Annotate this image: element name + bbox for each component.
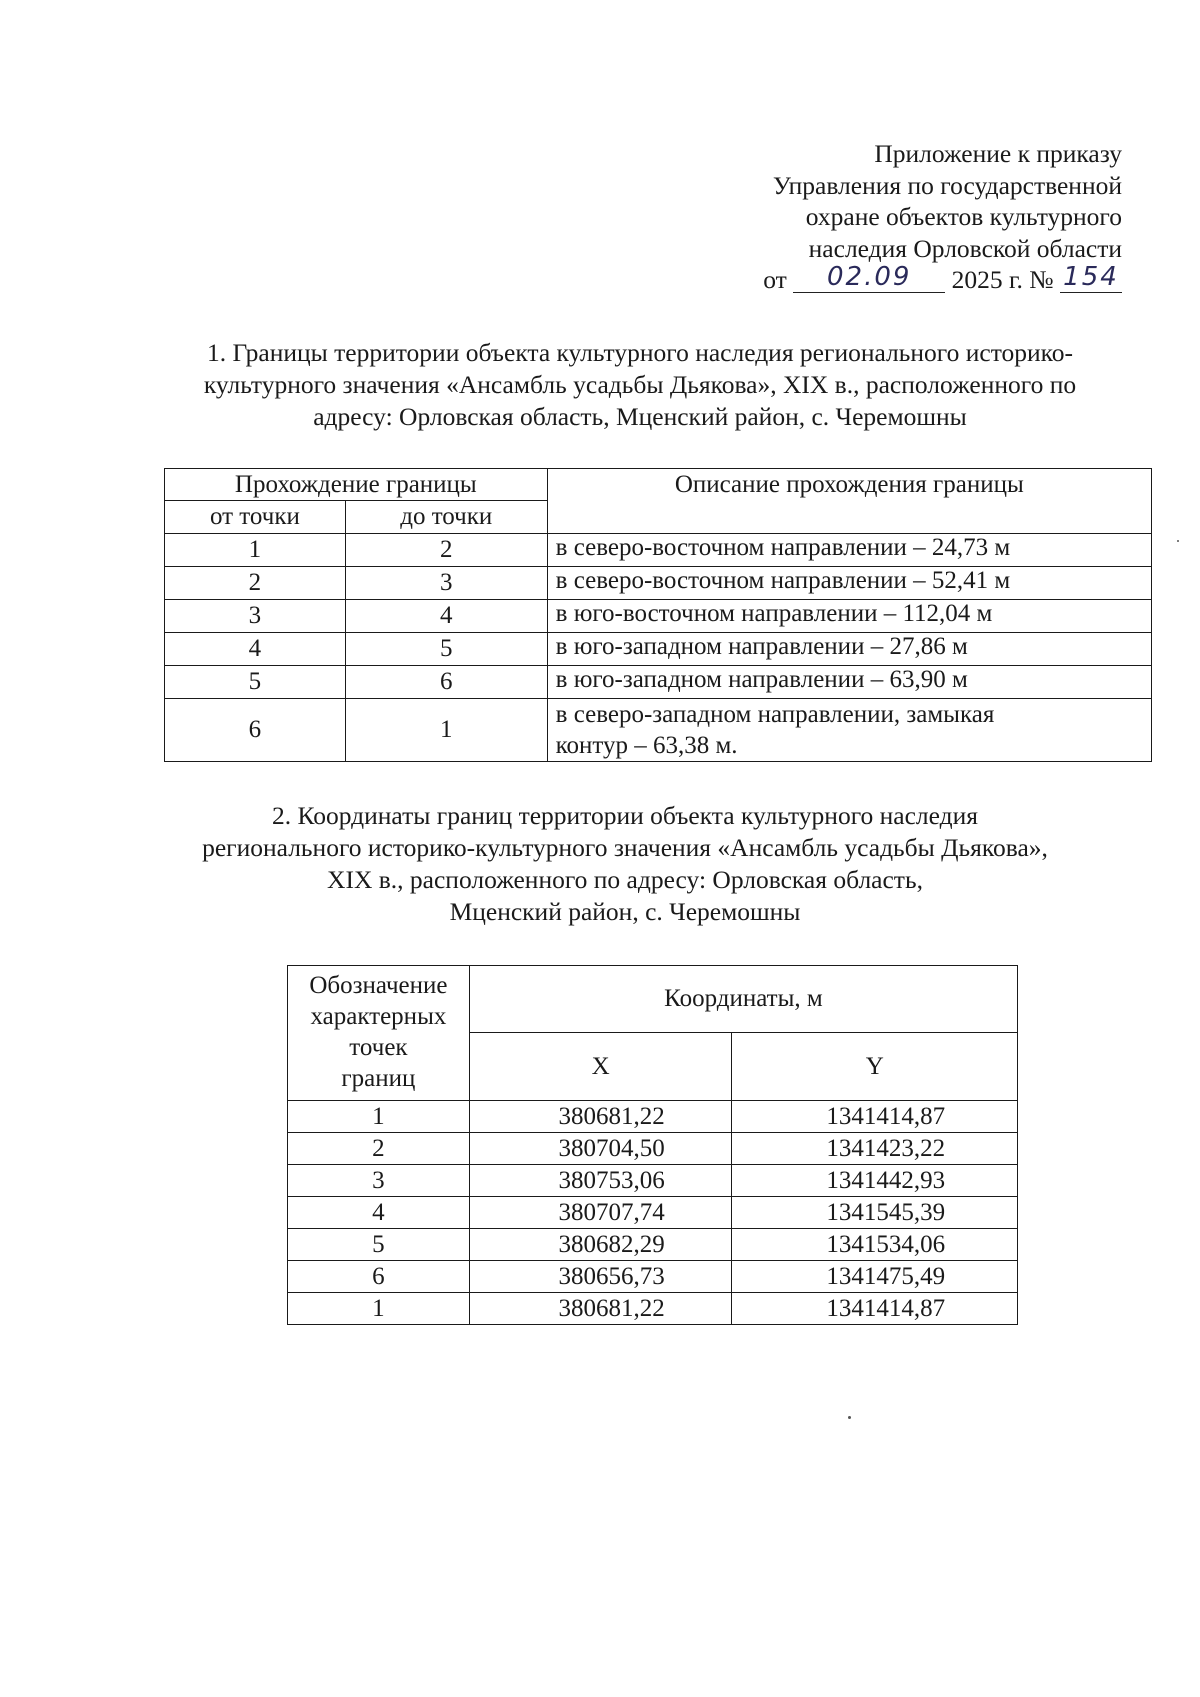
cell-to: 6 [345,666,547,699]
header-point-line: границ [341,1065,416,1092]
scan-speck [1177,540,1179,542]
approval-block [562,138,1122,296]
cell-x: 380704,50 [469,1133,732,1165]
table-row [165,699,1152,762]
cell-point: 1 [288,1101,470,1133]
date-blank [793,264,945,293]
cell-point: 1 [288,1293,470,1325]
header-point-line: Обозначение [309,972,448,999]
cell-y: 1341414,87 [732,1101,1018,1133]
cell-point: 6 [288,1261,470,1293]
table-row [288,1293,1018,1325]
cell-y: 1341442,93 [732,1165,1018,1197]
cell-x: 380707,74 [469,1197,732,1229]
cell-y: 1341534,06 [732,1229,1018,1261]
cell-to: 4 [345,600,547,633]
cell-from: 5 [165,666,346,699]
cell-from: 2 [165,567,346,600]
cell-to: 3 [345,567,547,600]
description-line: контур – 63,38 м. [555,732,738,759]
cell-to: 1 [345,699,547,762]
approval-line-2: Управления по государственной [772,170,1122,200]
table-row [288,1101,1018,1133]
cell-description: в юго-восточном направлении – 112,04 м [547,600,1151,633]
boundary-table [164,468,1152,762]
cell-point: 2 [288,1133,470,1165]
cell-x: 380656,73 [469,1261,732,1293]
cell-from: 1 [165,534,346,567]
cell-point: 4 [288,1197,470,1229]
section2-heading [150,800,1100,928]
table-row [165,567,1152,600]
header-coordinates: Координаты, м [469,966,1017,1033]
approval-line-4: наследия Орловской области [808,233,1122,263]
header-x: X [469,1033,732,1101]
table-row [165,666,1152,699]
year-text: 2025 г. № [951,265,1054,294]
header-point-line: характерных [310,1003,447,1030]
section2-heading-line: 2. Координаты границ территории объекта культурного наследия [272,801,978,830]
approval-date-line [562,264,1122,296]
cell-y: 1341414,87 [732,1293,1018,1325]
number-blank [1060,264,1122,293]
cell-description: в северо-восточном направлении – 52,41 м [547,567,1151,600]
header-description: Описание прохождения границы [547,469,1151,534]
cell-point: 5 [288,1229,470,1261]
handwritten-date: 02.09 [826,262,912,292]
cell-to: 5 [345,633,547,666]
table-row [165,534,1152,567]
cell-to: 2 [345,534,547,567]
cell-from: 3 [165,600,346,633]
handwritten-number: 154 [1063,262,1119,292]
description-line: в северо-западном направлении, замыкая [555,701,995,728]
table-row [165,600,1152,633]
scan-speck [848,1416,851,1419]
table-row [288,1165,1018,1197]
table-header-row [165,469,1152,501]
approval-line-1: Приложение к приказу [874,139,1122,168]
cell-x: 380681,22 [469,1101,732,1133]
cell-description: в юго-западном направлении – 63,90 м [547,666,1151,699]
cell-x: 380682,29 [469,1229,732,1261]
table-row [288,1261,1018,1293]
section1-heading [160,337,1120,433]
cell-from: 6 [165,699,346,762]
cell-y: 1341545,39 [732,1197,1018,1229]
table-row [288,1229,1018,1261]
table-header-row [288,966,1018,1033]
cell-x: 380681,22 [469,1293,732,1325]
cell-description [547,699,1151,762]
section1-heading-line: 1. Границы территории объекта культурного наследия регионального историко- [206,338,1073,367]
header-to: до точки [345,501,547,534]
header-y: Y [732,1033,1018,1101]
cell-y: 1341475,49 [732,1261,1018,1293]
section1-heading-line: адресу: Орловская область, Мценский район, с. Черемошны [313,402,967,431]
cell-y: 1341423,22 [732,1133,1018,1165]
approval-line-3: охране объектов культурного [805,202,1122,231]
cell-from: 4 [165,633,346,666]
header-point [288,966,470,1101]
cell-point: 3 [288,1165,470,1197]
cell-description: в северо-восточном направлении – 24,73 м [547,534,1151,567]
cell-x: 380753,06 [469,1165,732,1197]
section1-heading-line: культурного значения «Ансамбль усадьбы Дьякова», XIX в., расположенного по [203,370,1077,399]
header-passage: Прохождение границы [165,469,548,501]
table-row [288,1133,1018,1165]
coordinates-table [287,965,1018,1325]
section2-heading-line: Мценский район, с. Черемошны [449,897,801,926]
section2-heading-line: регионального историко-культурного значения «Ансамбль усадьбы Дьякова», [202,833,1048,862]
date-prefix: от [763,265,787,294]
table-row [288,1197,1018,1229]
cell-description: в юго-западном направлении – 27,86 м [547,633,1151,666]
section2-heading-line: XIX в., расположенного по адресу: Орловская область, [327,865,923,894]
header-point-line: точек [349,1034,408,1061]
header-from: от точки [165,501,346,534]
table-row [165,633,1152,666]
